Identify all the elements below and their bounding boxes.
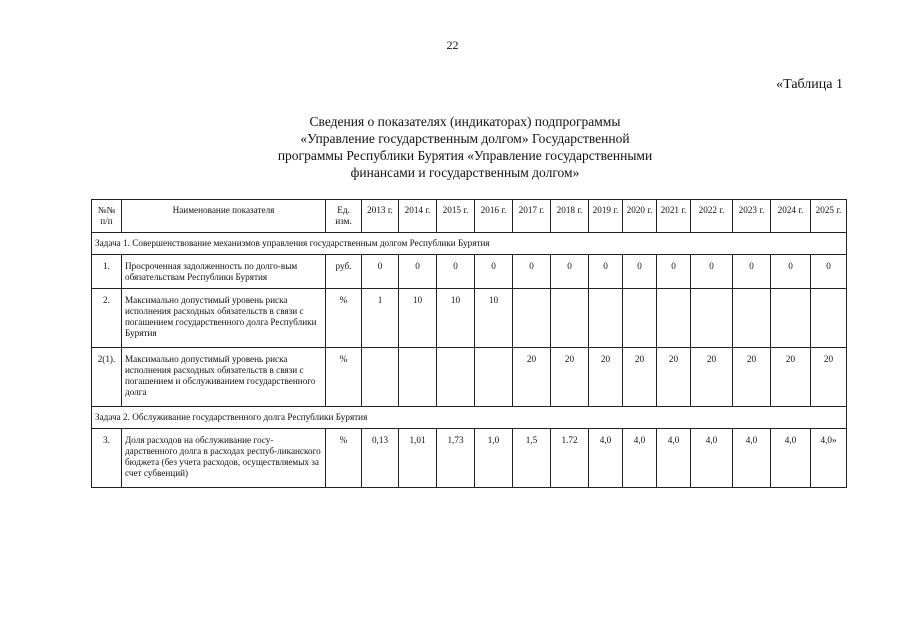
value-cell <box>657 289 691 348</box>
indicator-unit: % <box>326 348 362 407</box>
header-year: 2017 г. <box>513 200 551 233</box>
table-row <box>92 255 847 289</box>
table-label: «Таблица 1 <box>776 77 843 92</box>
header-year: 2019 г. <box>589 200 623 233</box>
value-cell: 10 <box>399 289 437 348</box>
title-line: Сведения о показателях (индикаторах) подпрограммы <box>309 114 621 129</box>
header-year: 2013 г. <box>362 200 399 233</box>
indicator-name: Максимально допустимый уровень риска исполнения расходных обязательств в связи с погашением государственного долга Республики Бурятия <box>122 289 326 348</box>
table-row <box>92 348 847 407</box>
indicator-name: Просроченная задолженность по долго-вым обязательствам Республики Бурятия <box>122 255 326 289</box>
value-cell: 4,0» <box>811 429 847 488</box>
row-number: 2(1). <box>92 348 122 407</box>
value-cell: 20 <box>811 348 847 407</box>
value-cell: 10 <box>437 289 475 348</box>
task-row <box>92 407 847 429</box>
header-year: 2014 г. <box>399 200 437 233</box>
header-row <box>92 200 847 233</box>
indicator-unit: % <box>326 429 362 488</box>
value-cell: 10 <box>475 289 513 348</box>
value-cell: 0 <box>733 255 771 289</box>
value-cell: 0 <box>362 255 399 289</box>
value-cell: 1,73 <box>437 429 475 488</box>
task-row <box>92 233 847 255</box>
header-year: 2025 г. <box>811 200 847 233</box>
value-cell: 20 <box>623 348 657 407</box>
task-1-label: Задача 1. Совершенствование механизмов управления государственным долгом Республики Бурятия <box>92 233 847 255</box>
value-cell <box>399 348 437 407</box>
value-cell: 20 <box>551 348 589 407</box>
value-cell: 20 <box>589 348 623 407</box>
value-cell: 20 <box>657 348 691 407</box>
value-cell <box>771 289 811 348</box>
value-cell: 0 <box>589 255 623 289</box>
value-cell <box>623 289 657 348</box>
value-cell <box>551 289 589 348</box>
value-cell: 1 <box>362 289 399 348</box>
row-number: 1. <box>92 255 122 289</box>
value-cell: 0 <box>657 255 691 289</box>
header-year: 2020 г. <box>623 200 657 233</box>
value-cell <box>589 289 623 348</box>
value-cell: 20 <box>733 348 771 407</box>
value-cell: 1.72 <box>551 429 589 488</box>
header-year: 2018 г. <box>551 200 589 233</box>
document-title <box>200 113 730 181</box>
value-cell: 4,0 <box>691 429 733 488</box>
header-unit: Ед. изм. <box>326 200 362 233</box>
value-cell: 0 <box>513 255 551 289</box>
value-cell <box>811 289 847 348</box>
indicators-table <box>91 199 847 488</box>
table-row <box>92 429 847 488</box>
value-cell: 4,0 <box>589 429 623 488</box>
value-cell <box>733 289 771 348</box>
row-number: 2. <box>92 289 122 348</box>
value-cell: 4,0 <box>733 429 771 488</box>
header-name: Наименование показателя <box>122 200 326 233</box>
value-cell <box>362 348 399 407</box>
value-cell: 1,01 <box>399 429 437 488</box>
value-cell: 0 <box>691 255 733 289</box>
value-cell: 0 <box>437 255 475 289</box>
title-line: «Управление государственным долгом» Государственной <box>300 131 630 146</box>
value-cell: 1,5 <box>513 429 551 488</box>
task-2-label: Задача 2. Обслуживание государственного долга Республики Бурятия <box>92 407 847 429</box>
value-cell <box>691 289 733 348</box>
indicator-unit: % <box>326 289 362 348</box>
header-year: 2016 г. <box>475 200 513 233</box>
title-line: финансами и государственным долгом» <box>350 165 580 180</box>
header-year: 2022 г. <box>691 200 733 233</box>
value-cell: 0 <box>399 255 437 289</box>
header-year: 2023 г. <box>733 200 771 233</box>
table-row <box>92 289 847 348</box>
title-line: программы Республики Бурятия «Управление государственными <box>277 148 653 163</box>
value-cell: 0 <box>771 255 811 289</box>
header-num: №№ п/п <box>92 200 122 233</box>
header-year: 2024 г. <box>771 200 811 233</box>
value-cell: 0 <box>623 255 657 289</box>
indicator-name: Максимально допустимый уровень риска исполнения расходных обязательств в связи с погашением и обслуживанием государственного долга <box>122 348 326 407</box>
indicator-unit: руб. <box>326 255 362 289</box>
value-cell: 20 <box>513 348 551 407</box>
value-cell: 0,13 <box>362 429 399 488</box>
header-year: 2015 г. <box>437 200 475 233</box>
indicator-name: Доля расходов на обслуживание госу-дарственного долга в расходах респуб-ликанского бюджета (без учета расходов, осуществляемых за счет субвенций) <box>122 429 326 488</box>
value-cell: 20 <box>691 348 733 407</box>
value-cell: 20 <box>771 348 811 407</box>
value-cell: 4,0 <box>657 429 691 488</box>
value-cell: 0 <box>475 255 513 289</box>
value-cell: 4,0 <box>771 429 811 488</box>
value-cell: 0 <box>551 255 589 289</box>
value-cell: 1,0 <box>475 429 513 488</box>
value-cell <box>437 348 475 407</box>
row-number: 3. <box>92 429 122 488</box>
header-year: 2021 г. <box>657 200 691 233</box>
value-cell <box>475 348 513 407</box>
value-cell <box>513 289 551 348</box>
value-cell: 0 <box>811 255 847 289</box>
page-number: 22 <box>446 38 459 52</box>
value-cell: 4,0 <box>623 429 657 488</box>
